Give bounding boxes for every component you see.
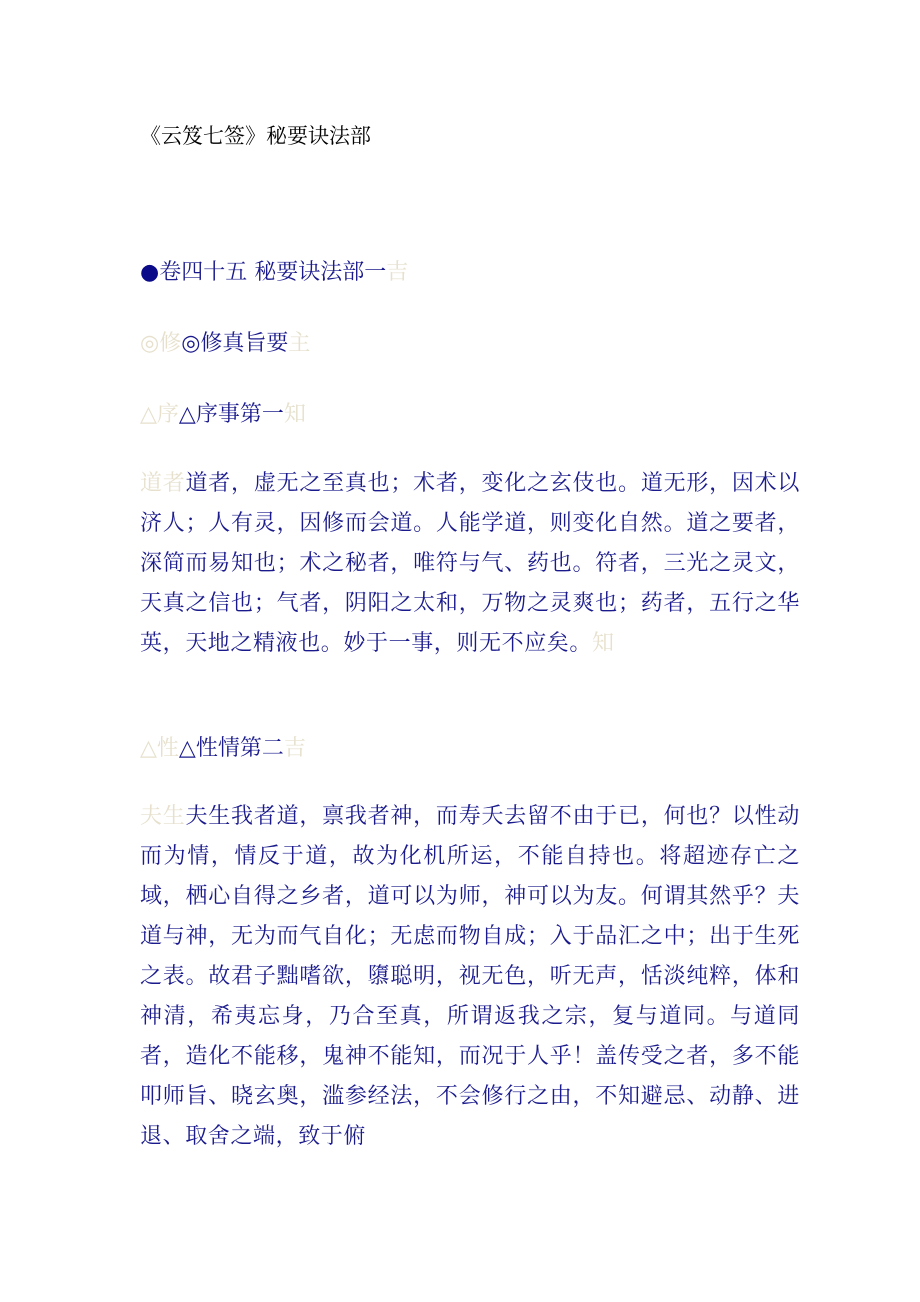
section-heading-text: ◎修真旨要 bbox=[181, 331, 289, 356]
chapter1-ghost-prefix: △序 bbox=[140, 402, 179, 427]
chapter2-para-ghost-prefix: 夫生 bbox=[140, 804, 186, 829]
document-title: 《云笈七签》秘要诀法部 bbox=[140, 124, 371, 148]
chapter2-para-text: 夫生我者道，禀我者神，而寿夭去留不由于已，何也？以性动而为情，情反于道，故为化机所运，不能自持也。将超迹存亡之域，栖心自得之乡者，道可以为师，神可以为友。何谓其然乎？夫道与神，无为而气自化；无虑而物自成；入于品汇之中；出于生死之表。故君子黜嗜欲，隳聪明，视无色，听无声，恬淡纯粹，体和神清，希夷忘身，乃合至真，所谓返我之宗，复与道同。与道同者，造化不能移，鬼神不能知，而况于人乎！盖传受之者，多不能叩师旨、晓玄奥，滥参经法，不会修行之由，不知避忌、动静、进退、取舍之端，致于俯 bbox=[140, 804, 800, 1149]
chapter1-heading bbox=[140, 397, 306, 433]
chapter2-ghost-suffix: 吉 bbox=[283, 736, 306, 761]
chapter1-paragraph bbox=[140, 464, 800, 664]
bullet-icon: ● bbox=[140, 260, 160, 285]
section-heading-ghost-prefix: ◎修 bbox=[140, 331, 182, 356]
chapter2-heading bbox=[140, 731, 306, 767]
chapter2-heading-text: △性情第二 bbox=[178, 736, 284, 761]
section-heading-ghost-suffix: 主 bbox=[288, 331, 311, 356]
chapter1-para-text: 道者，虚无之至真也；术者，变化之玄伎也。道无形，因术以济人；人有灵，因修而会道。人能学道，则变化自然。道之要者，深简而易知也；术之秘者，唯符与气、药也。符者，三光之灵文，天真之信也；气者，阴阳之太和，万物之灵爽也；药者，五行之华英，天地之精液也。妙于一事，则无不应矣。 bbox=[140, 471, 800, 656]
chapter1-para-ghost-suffix: 知 bbox=[592, 631, 615, 656]
chapter2-paragraph bbox=[140, 797, 800, 1157]
volume-heading-text: 卷四十五 秘要诀法部一 bbox=[159, 260, 387, 285]
chapter1-heading-text: △序事第一 bbox=[178, 402, 284, 427]
volume-heading-ghost: 吉 bbox=[386, 260, 409, 285]
section-heading bbox=[140, 326, 310, 362]
chapter2-ghost-prefix: △性 bbox=[140, 736, 179, 761]
volume-heading bbox=[140, 255, 408, 291]
chapter1-ghost-suffix: 知 bbox=[283, 402, 306, 427]
chapter1-para-ghost-prefix: 道者 bbox=[140, 471, 186, 496]
